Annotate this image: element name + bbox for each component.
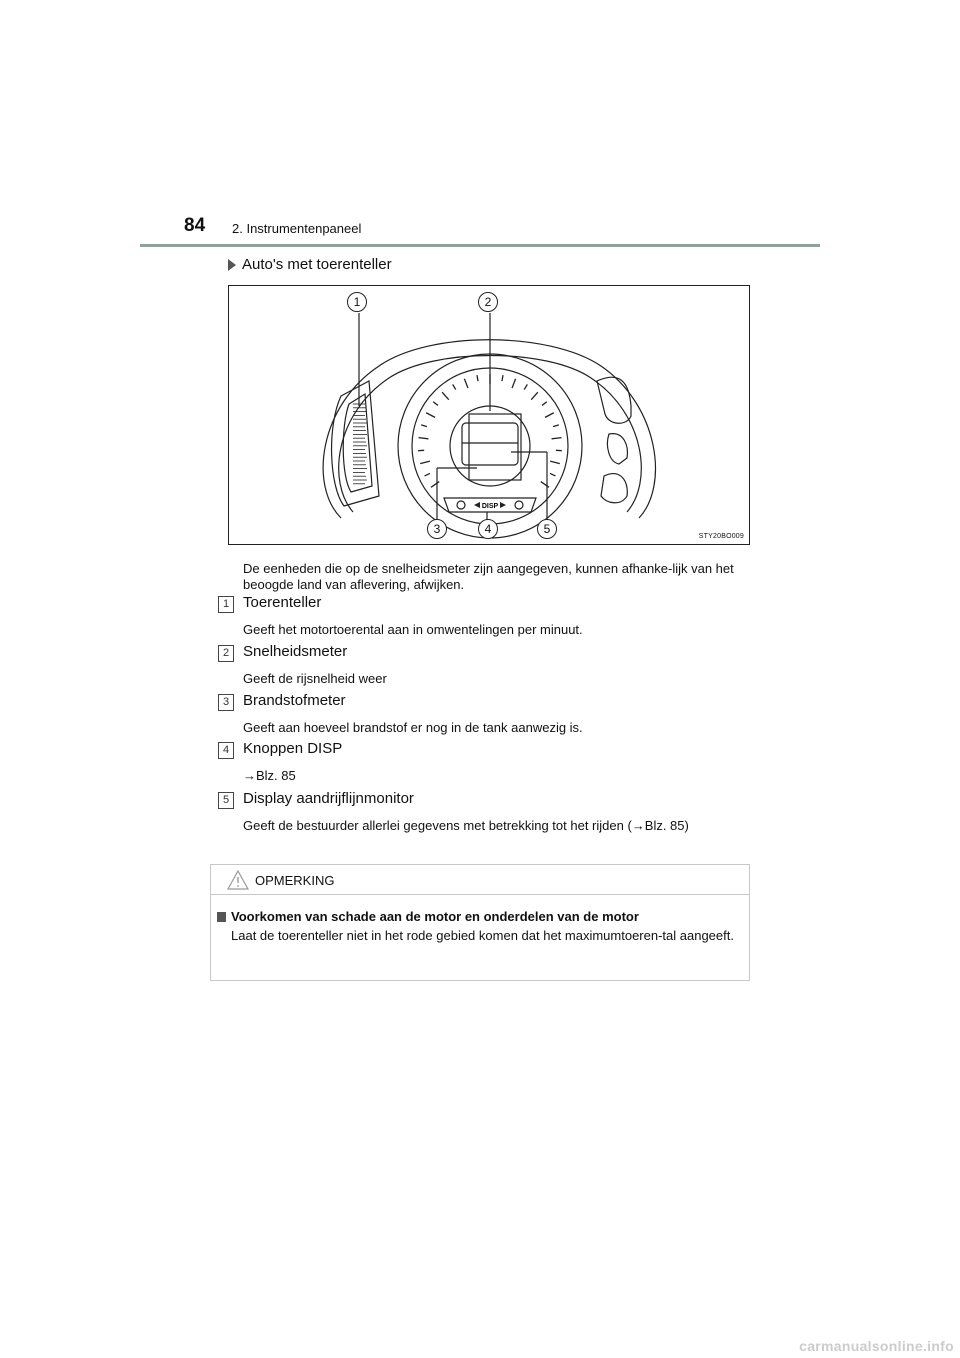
- warning-triangle-icon: [227, 870, 249, 890]
- item-number-badge: 1: [218, 596, 234, 613]
- item-description: Geeft de rijsnelheid weer: [243, 671, 387, 686]
- speedometer-tick: [418, 438, 428, 439]
- figure-code: STY20BO009: [698, 533, 744, 540]
- speedometer-tick: [531, 392, 538, 399]
- speedometer-tick: [553, 425, 559, 427]
- item-title: Snelheidsmeter: [243, 643, 348, 660]
- caution-title-text: Voorkomen van schade aan de motor en onderdelen van de motor: [231, 909, 639, 924]
- speedometer-tick: [433, 402, 438, 406]
- square-bullet-icon: [217, 912, 226, 922]
- triangle-bullet-icon: [228, 259, 236, 271]
- item-number-badge: 2: [218, 645, 234, 662]
- speedometer-tick: [425, 473, 430, 475]
- item-description: →Blz. 85: [243, 768, 296, 783]
- speedometer-tick: [502, 375, 503, 381]
- units-note: De eenheden die op de snelheidsmeter zijn aangegeven, kunnen afhanke-lijk van het beoogde land van aflevering, afwijken.: [243, 561, 734, 592]
- speedometer-tick: [541, 482, 549, 488]
- variant-heading-text: Auto's met toerenteller: [242, 256, 392, 273]
- instrument-cluster-illustration: [229, 286, 751, 546]
- item-description: Geeft de bestuurder allerlei gegevens met betrekking tot het rijden (→Blz. 85): [243, 818, 689, 833]
- item-title: Brandstofmeter: [243, 692, 346, 709]
- callout-5: 5: [537, 519, 557, 539]
- caution-header: [211, 865, 749, 895]
- caution-title: [217, 909, 639, 924]
- speedometer-tick: [442, 392, 449, 399]
- caution-label: OPMERKING: [255, 873, 335, 888]
- variant-heading: [228, 256, 392, 273]
- triangle-right-icon: [500, 502, 506, 508]
- section-title: 2. Instrumentenpaneel: [232, 221, 362, 236]
- speedometer-tick: [550, 461, 560, 463]
- speedometer-tick: [453, 384, 456, 389]
- speedometer-tick: [542, 402, 547, 406]
- callout-2: 2: [478, 292, 498, 312]
- tachometer-bars: [353, 404, 367, 484]
- item-title: Knoppen DISP: [243, 740, 343, 757]
- speedometer-tick: [552, 438, 562, 439]
- watermark: carmanualsonline.info: [799, 1338, 954, 1354]
- speedometer-tick: [545, 413, 554, 418]
- speedometer-tick: [512, 379, 516, 388]
- caution-box: [210, 864, 750, 981]
- speedometer-tick: [477, 375, 478, 381]
- item-number-badge: 4: [218, 742, 234, 759]
- speedometer-tick: [550, 473, 555, 475]
- speedometer-tick: [464, 379, 468, 388]
- callout-4: 4: [478, 519, 498, 539]
- speedometer-tick: [524, 384, 527, 389]
- instrument-cluster-figure: [228, 285, 750, 545]
- item-title: Display aandrijflijnmonitor: [243, 790, 414, 807]
- disp-label: DISP: [481, 503, 499, 510]
- page-number: 84: [184, 215, 206, 236]
- triangle-left-icon: [474, 502, 480, 508]
- item-number-badge: 5: [218, 792, 234, 809]
- speedometer-tick: [426, 413, 435, 418]
- speedometer-tick: [421, 425, 427, 427]
- item-description: Geeft aan hoeveel brandstof er nog in de tank aanwezig is.: [243, 720, 583, 735]
- item-number-badge: 3: [218, 694, 234, 711]
- caution-text: Laat de toerenteller niet in het rode gebied komen dat het maximumtoeren-tal aangeeft.: [231, 928, 734, 943]
- speedometer-tick: [431, 482, 439, 488]
- item-title: Toerenteller: [243, 594, 322, 611]
- callout-3: 3: [427, 519, 447, 539]
- callout-1: 1: [347, 292, 367, 312]
- speedometer-tick: [420, 461, 430, 463]
- header-rule: [140, 244, 820, 247]
- item-description: Geeft het motortoerental aan in omwentelingen per minuut.: [243, 622, 583, 637]
